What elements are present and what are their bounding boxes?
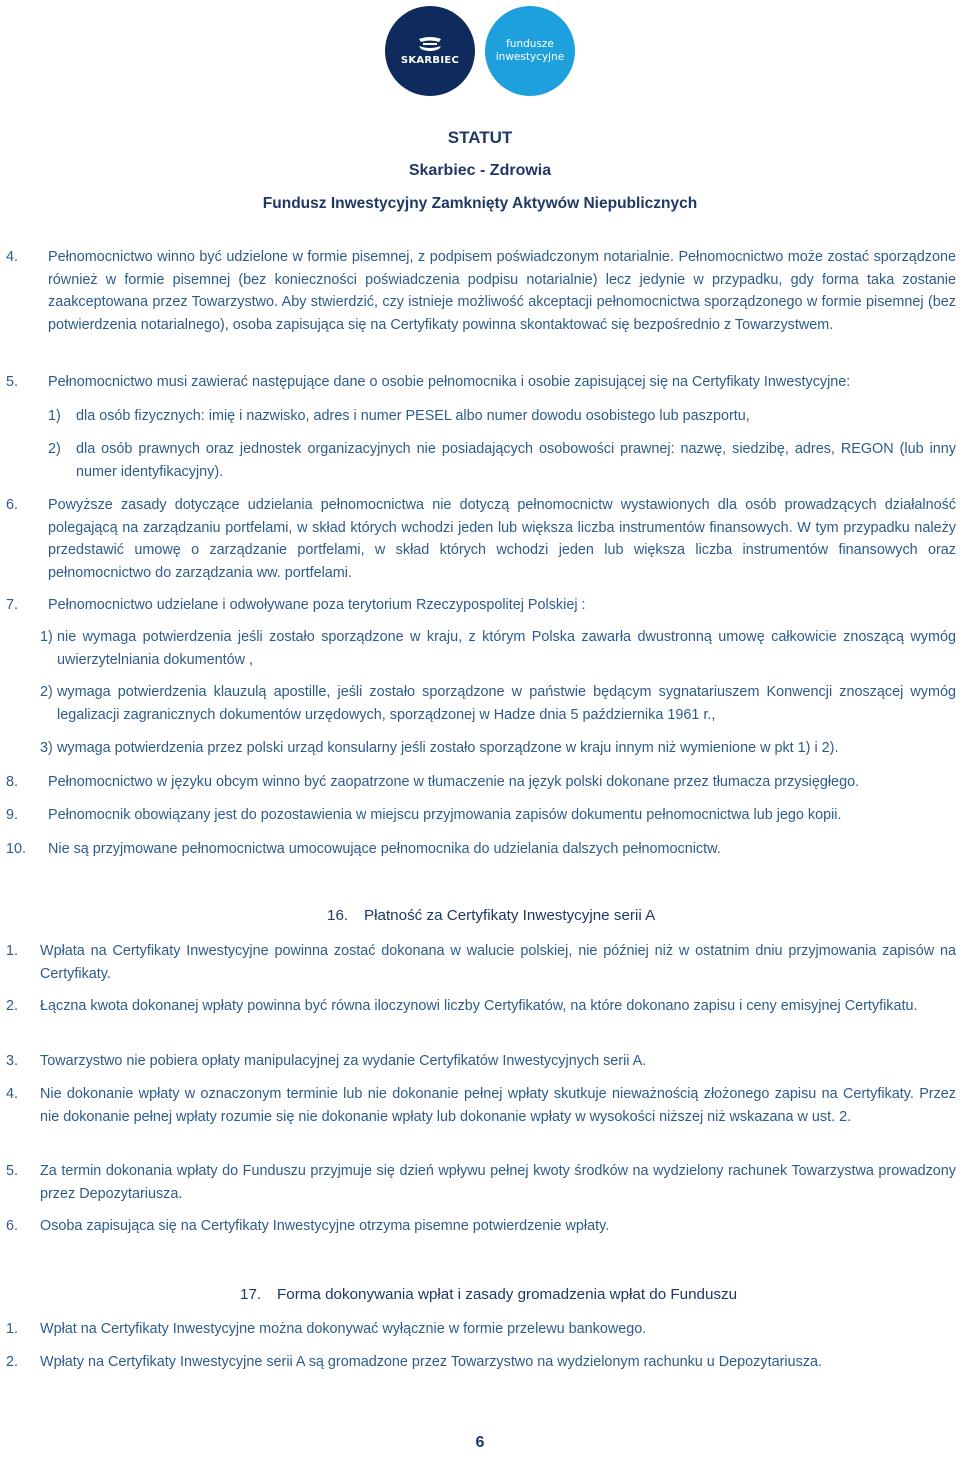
item-number: 9. <box>6 807 19 823</box>
item-number: 2. <box>6 1354 19 1370</box>
list-item: Za termin dokonania wpłaty do Funduszu przyjmuje się dzień wpływu pełnej kwoty środków na wydzielony rachunek Towarzystwa prowadzony przez Depozytariusza. <box>40 1163 956 1202</box>
subitem-number: 2) <box>40 684 53 700</box>
fundusze-logo-line2: inwestycyjne <box>495 51 565 63</box>
item-number: 10. <box>6 841 27 857</box>
subitem-number: 1) <box>40 629 53 645</box>
list-item: Towarzystwo nie pobiera opłaty manipulacyjnej za wydanie Certyfikatów Inwestycyjnych serii A. <box>40 1053 647 1069</box>
section-16-title: Płatność za Certyfikaty Inwestycyjne serii A <box>364 907 656 924</box>
sub-list-item: nie wymaga potwierdzenia jeśli zostało sporządzone w kraju, z którym Polska zawarła dwustronną umowę całkowicie znoszącą wymóg uwierzytelniania dokumentów , <box>57 629 956 668</box>
item-number: 3. <box>6 1053 19 1069</box>
list-item: Wpłaty na Certyfikaty Inwestycyjne serii A są gromadzone przez Towarzystwo na wydzielonym rachunku u Depozytariusza. <box>40 1354 822 1370</box>
item-number: 6. <box>6 497 19 513</box>
skarbiec-logo-text: SKARBIEC <box>400 55 460 66</box>
list-item: Łączna kwota dokonanej wpłaty powinna być równa iloczynowi liczby Certyfikatów, na które dokonano zapisu i ceny emisyjnej Certyfikatu. <box>40 998 918 1014</box>
list-item: Pełnomocnictwo w języku obcym winno być zaopatrzone w tłumaczenie na język polski dokonane przez tłumacza przysięgłego. <box>48 774 860 790</box>
item-number: 4. <box>6 249 19 265</box>
fund-name: Skarbiec - Zdrowia <box>408 162 552 179</box>
fundusze-logo-line1: fundusze <box>506 38 554 50</box>
sub-list-item: dla osób fizycznych: imię i nazwisko, adres i numer PESEL albo numer dowodu osobistego lub paszportu, <box>76 408 750 424</box>
item-number: 5. <box>6 374 19 390</box>
list-item: Powyższe zasady dotyczące udzielania pełnomocnictwa nie dotyczą pełnomocnictw wystawionych dla osób prowadzących działalność polegającą na zarządzaniu portfelami, w skład których wchodzi jeden lub większa liczba instrumentów finansowych. W tym przypadku należy przedstawić umowę o zarządzanie portfelami, w skład których wchodzi jeden lub większa liczba instrumentów finansowych oraz pełnomocnictwo do zarządzania ww. portfelami. <box>48 497 956 581</box>
list-item: Osoba zapisująca się na Certyfikaty Inwestycyjne otrzyma pisemne potwierdzenie wpłaty. <box>40 1218 610 1234</box>
item-number: 1. <box>6 943 19 959</box>
item-number: 2. <box>6 998 19 1014</box>
document-title: STATUT <box>447 128 513 147</box>
subitem-number: 1) <box>48 408 61 424</box>
section-16-number: 16. <box>327 907 349 924</box>
subitem-number: 2) <box>48 441 61 457</box>
item-number: 5. <box>6 1163 19 1179</box>
skarbiec-logo <box>385 6 475 96</box>
item-number: 8. <box>6 774 19 790</box>
section-17-title: Forma dokonywania wpłat i zasady gromadzenia wpłat do Funduszu <box>277 1286 738 1303</box>
skarbiec-mark-icon <box>415 36 445 52</box>
fundusze-logo <box>485 6 575 96</box>
subitem-number: 3) <box>40 740 53 756</box>
item-number: 1. <box>6 1321 19 1337</box>
sub-list-item: wymaga potwierdzenia klauzulą apostille, jeśli zostało sporządzone w państwie będącym sygnatariuszem Konwencji znoszącej wymóg legalizacji zagranicznych dokumentów urzędowych, sporządzonej w Hadze dnia 5 października 1961 r., <box>57 684 956 723</box>
page-number: 6 <box>475 1434 485 1451</box>
item-number: 7. <box>6 597 19 613</box>
list-item: Pełnomocnictwo musi zawierać następujące dane o osobie pełnomocnika i osobie zapisującej się na Certyfikaty Inwestycyjne: <box>48 374 851 390</box>
list-item: Pełnomocnik obowiązany jest do pozostawienia w miejscu przyjmowania zapisów dokumentu pełnomocnictwa lub jego kopii. <box>48 807 842 823</box>
list-item: Pełnomocnictwo udzielane i odwoływane poza terytorium Rzeczypospolitej Polskiej : <box>48 597 586 613</box>
fund-type: Fundusz Inwestycyjny Zamknięty Aktywów Niepublicznych <box>262 195 698 212</box>
sub-list-item: dla osób prawnych oraz jednostek organizacyjnych nie posiadających osobowości prawnej: nazwę, siedzibę, adres, REGON (lub inny numer identyfikacyjny). <box>76 441 956 480</box>
list-item: Nie są przyjmowane pełnomocnictwa umocowujące pełnomocnika do udzielania dalszych pełnomocnictw. <box>48 841 721 857</box>
logo-bar <box>0 6 960 98</box>
item-number: 6. <box>6 1218 19 1234</box>
section-17-number: 17. <box>240 1286 262 1303</box>
list-item: Nie dokonanie wpłaty w oznaczonym terminie lub nie dokonanie pełnej wpłaty skutkuje nieważnością złożonego zapisu na Certyfikaty. Przez nie dokonanie pełnej wpłaty rozumie się nie dokonanie wpłaty lub dokonanie wpłaty w wysokości niższej niż wskazana w ust. 2. <box>40 1086 956 1125</box>
list-item: Wpłata na Certyfikaty Inwestycyjne powinna zostać dokonana w walucie polskiej, nie później niż w ostatnim dniu przyjmowania zapisów na Certyfikaty. <box>40 943 956 982</box>
list-item: Wpłat na Certyfikaty Inwestycyjne można dokonywać wyłącznie w formie przelewu bankowego. <box>40 1321 647 1337</box>
sub-list-item: wymaga potwierdzenia przez polski urząd konsularny jeśli zostało sporządzone w kraju innym niż wymienione w pkt 1) i 2). <box>57 740 839 756</box>
list-item: Pełnomocnictwo winno być udzielone w formie pisemnej, z podpisem poświadczonym notarialnie. Pełnomocnictwo może zostać sporządzone również w formie pisemnej (bez konieczności poświadczenia podpisu notarialnie) lecz jedynie w przypadku, gdy forma taka zostanie zaakceptowana przez Towarzystwo. Aby stwierdzić, czy istnieje możliwość akceptacji pełnomocnictwa sporządzonego w formie pisemnej (bez potwierdzenia notarialnego), osoba zapisująca się na Certyfikaty powinna skontaktować się bezpośrednio z Towarzystwem. <box>48 249 956 333</box>
item-number: 4. <box>6 1086 19 1102</box>
